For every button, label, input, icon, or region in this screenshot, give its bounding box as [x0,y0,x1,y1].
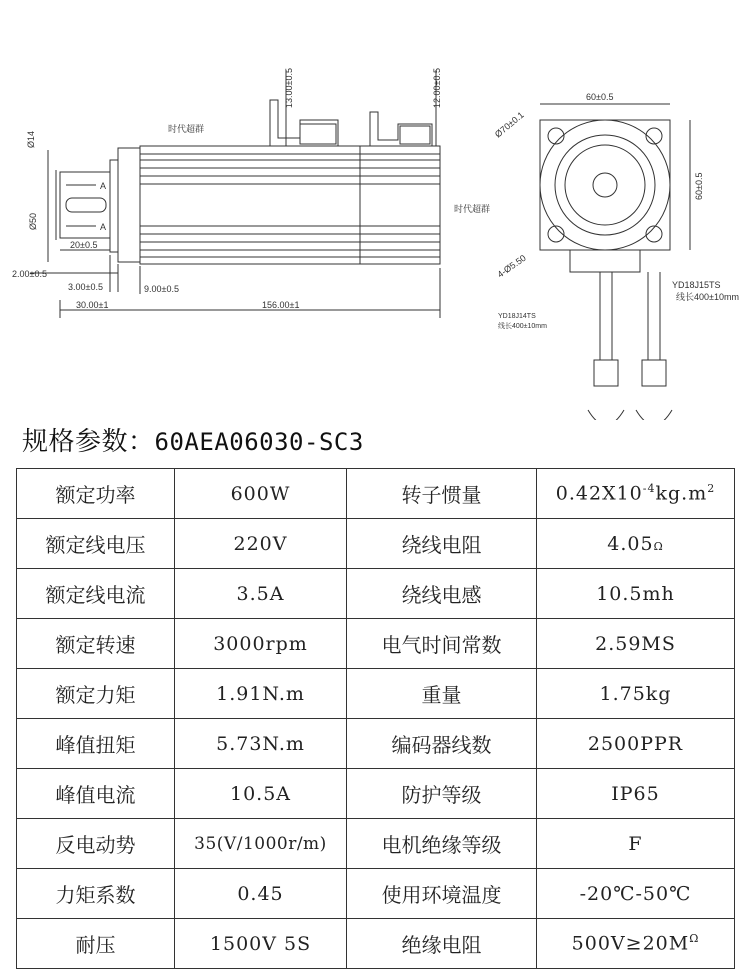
table-row [17,669,735,719]
spec-label: 电机绝缘等级 [347,819,537,869]
dim-2: 2.00±0.5 [12,269,47,279]
spec-value: 35(V/1000r/m) [175,819,347,869]
spec-label: 峰值电流 [17,769,175,819]
spec-value: 10.5mh [537,569,735,619]
table-row [17,719,735,769]
dim-12: 12.00±0.5 [432,68,442,108]
shaft-key [66,198,106,212]
spec-label: 力矩系数 [17,869,175,919]
dim-front-60-right: 60±0.5 [694,172,704,200]
dim-key-len: 20±0.5 [70,240,98,250]
insulation-value: 500V≥20M [571,932,690,955]
table-row [17,769,735,819]
spec-value [537,469,735,519]
table-row [17,919,735,969]
dim-156: 156.00±1 [262,300,300,310]
rotor-inertia-unit-exp: 2 [707,482,716,496]
ohm-symbol: Ω [653,539,664,553]
flange-pilot [110,160,118,252]
cable-left-code: YD18J14TS [498,313,536,320]
dim-front-60-top: 60±0.5 [586,92,614,102]
spec-value: 1.91N.m [175,669,347,719]
dim-front-70: Ø70±0.1 [492,109,526,140]
spec-value: 2.59MS [537,619,735,669]
spec-value: 3.5A [175,569,347,619]
spec-label: 编码器线数 [347,719,537,769]
flange-outline [118,148,140,262]
ohm-symbol: Ω [689,932,700,946]
brand-label-right: 时代超群 [454,204,491,214]
table-row [17,869,735,919]
dim-9: 9.00±0.5 [144,284,179,294]
spec-value [537,519,735,569]
rotor-inertia-base: 0.42X10 [555,482,643,505]
motor-body [140,146,440,264]
table-row [17,819,735,869]
table-row [17,519,735,569]
spec-label: 防护等级 [347,769,537,819]
dim-front-holes: 4-Ø5.50 [495,252,528,280]
brand-label-top: 时代超群 [168,124,205,134]
table-row [17,569,735,619]
spec-label: 绕线电感 [347,569,537,619]
table-row [17,469,735,519]
spec-label: 额定功率 [17,469,175,519]
spec-title-prefix: 规格参数： [22,427,155,457]
dim-shaft-dia: Ø14 [26,130,36,148]
spec-label: 额定力矩 [17,669,175,719]
spec-label: 耐压 [17,919,175,969]
spec-value: 2500PPR [537,719,735,769]
model-number: 60AEA06030-SC3 [154,428,364,456]
spec-label: 额定转速 [17,619,175,669]
spec-value: 1.75kg [537,669,735,719]
spec-label: 额定线电压 [17,519,175,569]
spec-label: 绕线电阻 [347,519,537,569]
spec-label: 反电动势 [17,819,175,869]
spec-label: 绝缘电阻 [347,919,537,969]
spec-value: F [537,819,735,869]
table-row [17,619,735,669]
spec-value: 10.5A [175,769,347,819]
spec-value: 0.45 [175,869,347,919]
spec-label: 电气时间常数 [347,619,537,669]
dim-pilot-dia: Ø50 [28,212,38,230]
spec-label: 额定线电流 [17,569,175,619]
technical-drawing [0,0,750,420]
spec-label: 使用环境温度 [347,869,537,919]
dim-3: 3.00±0.5 [68,282,103,292]
spec-value: 5.73N.m [175,719,347,769]
section-mark-bottom: A [100,222,107,232]
rotor-inertia-unit: kg.m [655,482,708,505]
front-flange [540,120,670,250]
spec-value: IP65 [537,769,735,819]
spec-title [22,421,364,458]
spec-value: 1500V 5S [175,919,347,969]
cable-right-len: 线长400±10mm [676,292,739,302]
spec-table [16,468,735,969]
resistance-value: 4.05 [607,532,654,555]
cable-left-len: 线长400±10mm [498,323,547,330]
spec-value: 3000rpm [175,619,347,669]
spec-label: 重量 [347,669,537,719]
cable-right-code: YD18J15TS [672,280,721,290]
dim-13: 13.00±0.5 [284,68,294,108]
spec-label: 峰值扭矩 [17,719,175,769]
spec-value [537,919,735,969]
spec-value: 600W [175,469,347,519]
spec-value: -20℃-50℃ [537,869,735,919]
dim-30: 30.00±1 [76,300,109,310]
spec-label: 转子惯量 [347,469,537,519]
rotor-inertia-exp: -4 [642,482,656,496]
section-mark-top: A [100,181,107,191]
spec-value: 220V [175,519,347,569]
